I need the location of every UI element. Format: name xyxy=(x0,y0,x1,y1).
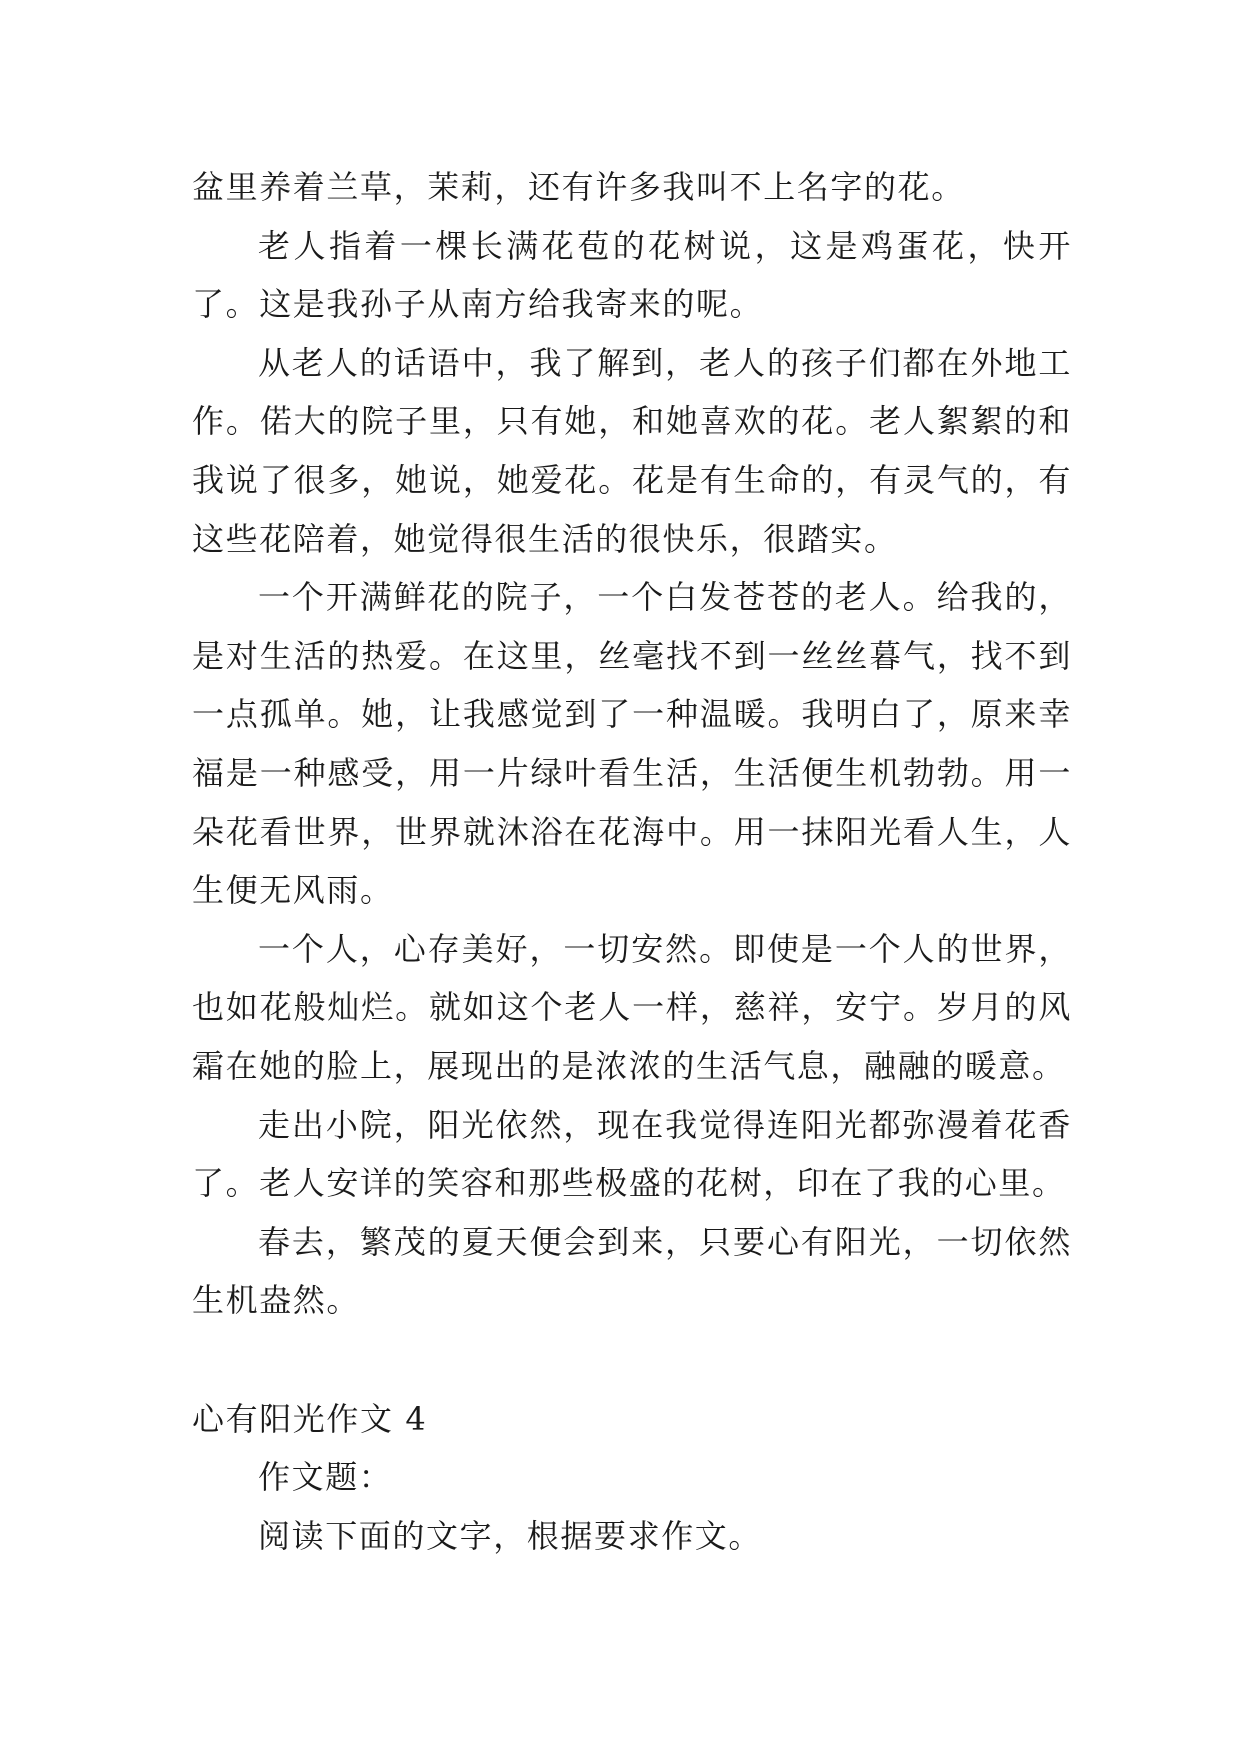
paragraph-2: 老人指着一棵长满花苞的花树说，这是鸡蛋花，快开了。这是我孙子从南方给我寄来的呢。 xyxy=(192,226,1072,324)
paragraph-4: 一个开满鲜花的院子，一个白发苍苍的老人。给我的，是对生活的热爱。在这里，丝毫找不到一丝丝暮气，找不到一点孤单。她，让我感觉到了一种温暖。我明白了，原来幸福是一种感受，用一片绿叶看生活，生活便生机勃勃。用一朵花看世界，世界就沐浴在花海中。用一抹阳光看人生，人生便无风雨。 xyxy=(192,578,1072,910)
paragraph-6: 走出小院，阳光依然，现在我觉得连阳光都弥漫着花香了。老人安详的笑容和那些极盛的花树，印在了我的心里。 xyxy=(192,1105,1072,1203)
section-line-2: 阅读下面的文字，根据要求作文。 xyxy=(258,1517,763,1556)
paragraph-3: 从老人的话语中，我了解到，老人的孩子们都在外地工作。偌大的院子里，只有她，和她喜欢的花。老人絮絮的和我说了很多，她说，她爱花。花是有生命的，有灵气的，有这些花陪着，她觉得很生活的很快乐，很踏实。 xyxy=(192,343,1072,558)
section-line-1: 作文题： xyxy=(258,1458,393,1497)
paragraph-7: 春去，繁茂的夏天便会到来，只要心有阳光，一切依然生机盎然。 xyxy=(192,1222,1072,1320)
section-spacer xyxy=(192,1330,1072,1390)
document-body xyxy=(192,158,1072,1566)
paragraph-5: 一个人，心存美好，一切安然。即使是一个人的世界，也如花般灿烂。就如这个老人一样，慈祥，安宁。岁月的风霜在她的脸上，展现出的是浓浓的生活气息，融融的暖意。 xyxy=(192,929,1072,1085)
paragraph-1: 盆里养着兰草，茉莉，还有许多我叫不上名字的花。 xyxy=(192,168,965,206)
section-title: 心有阳光作文 4 xyxy=(192,1399,428,1438)
